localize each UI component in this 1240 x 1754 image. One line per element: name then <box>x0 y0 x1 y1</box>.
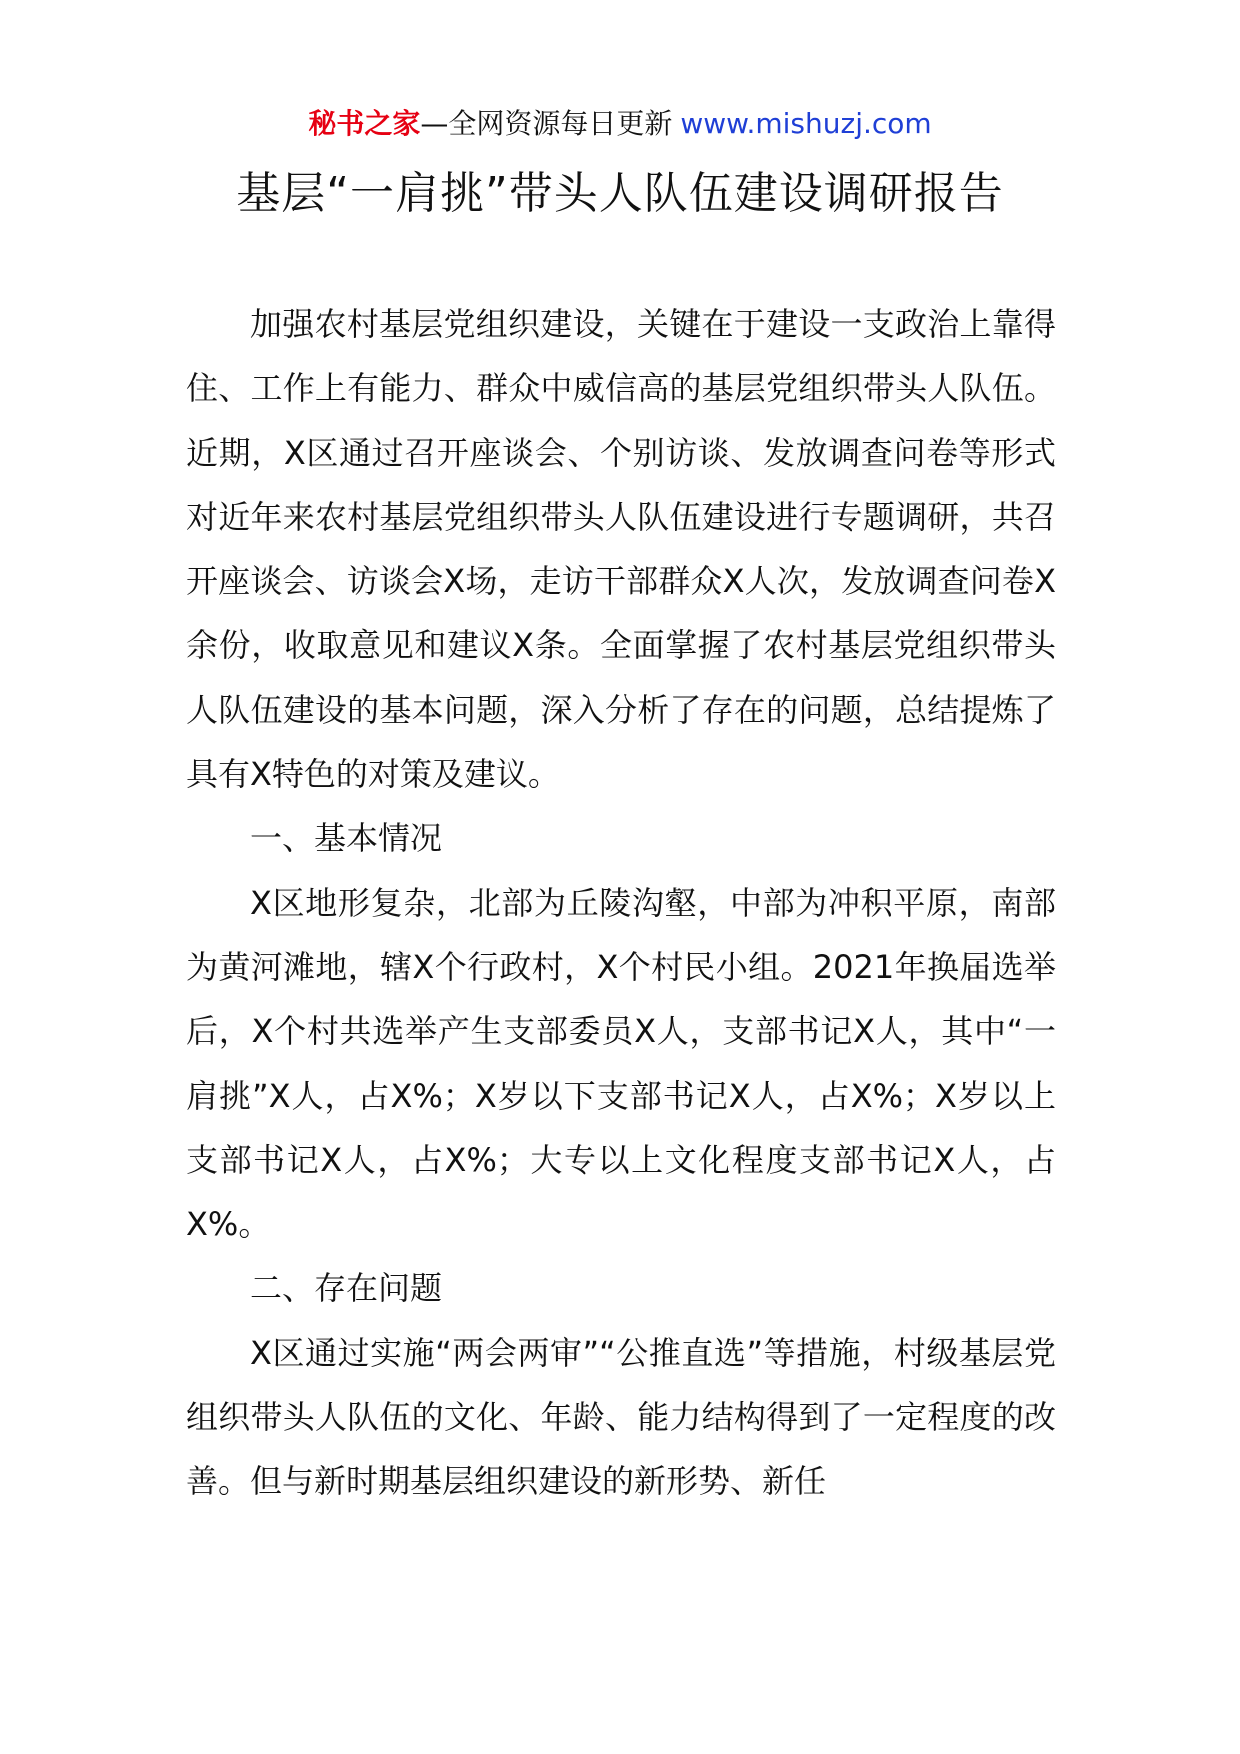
site-header <box>0 104 1240 144</box>
section-heading-existing-problems: 二、存在问题 <box>250 1269 443 1308</box>
brand-name: 秘书之家 <box>308 107 421 140</box>
basic-situation-paragraph: X区地形复杂，北部为丘陵沟壑，中部为冲积平原，南部为黄河滩地，辖X个行政村，X个村民小组。2021年换届选举后，X个村共选举产生支部委员X人，支部书记X人，其中“一肩挑”X人，占X%；X岁以下支部书记X人，占X%；X岁以上支部书记X人，占X%；大专以上文化程度支部书记X人，占X%。 <box>186 883 1056 1244</box>
existing-problems-paragraph: X区通过实施“两会两审”“公推直选”等措施，村级基层党组织带头人队伍的文化、年龄、能力结构得到了一定程度的改善。但与新时期基层组织建设的新形势、新任 <box>186 1333 1056 1501</box>
header-tagline: —全网资源每日更新 <box>420 107 673 140</box>
document-body <box>186 292 1056 1514</box>
section-heading-basic-situation: 一、基本情况 <box>250 819 443 858</box>
site-url-link[interactable]: www.mishuzj.com <box>680 107 932 140</box>
document-title: 基层“一肩挑”带头人队伍建设调研报告 <box>236 168 1004 219</box>
intro-paragraph: 加强农村基层党组织建设，关键在于建设一支政治上靠得住、工作上有能力、群众中威信高的基层党组织带头人队伍。近期，X区通过召开座谈会、个别访谈、发放调查问卷等形式对近年来农村基层党组织带头人队伍建设进行专题调研，共召开座谈会、访谈会X场，走访干部群众X人次，发放调查问卷X余份，收取意见和建议X条。全面掌握了农村基层党组织带头人队伍建设的基本问题，深入分析了存在的问题，总结提炼了具有X特色的对策及建议。 <box>186 305 1056 794</box>
